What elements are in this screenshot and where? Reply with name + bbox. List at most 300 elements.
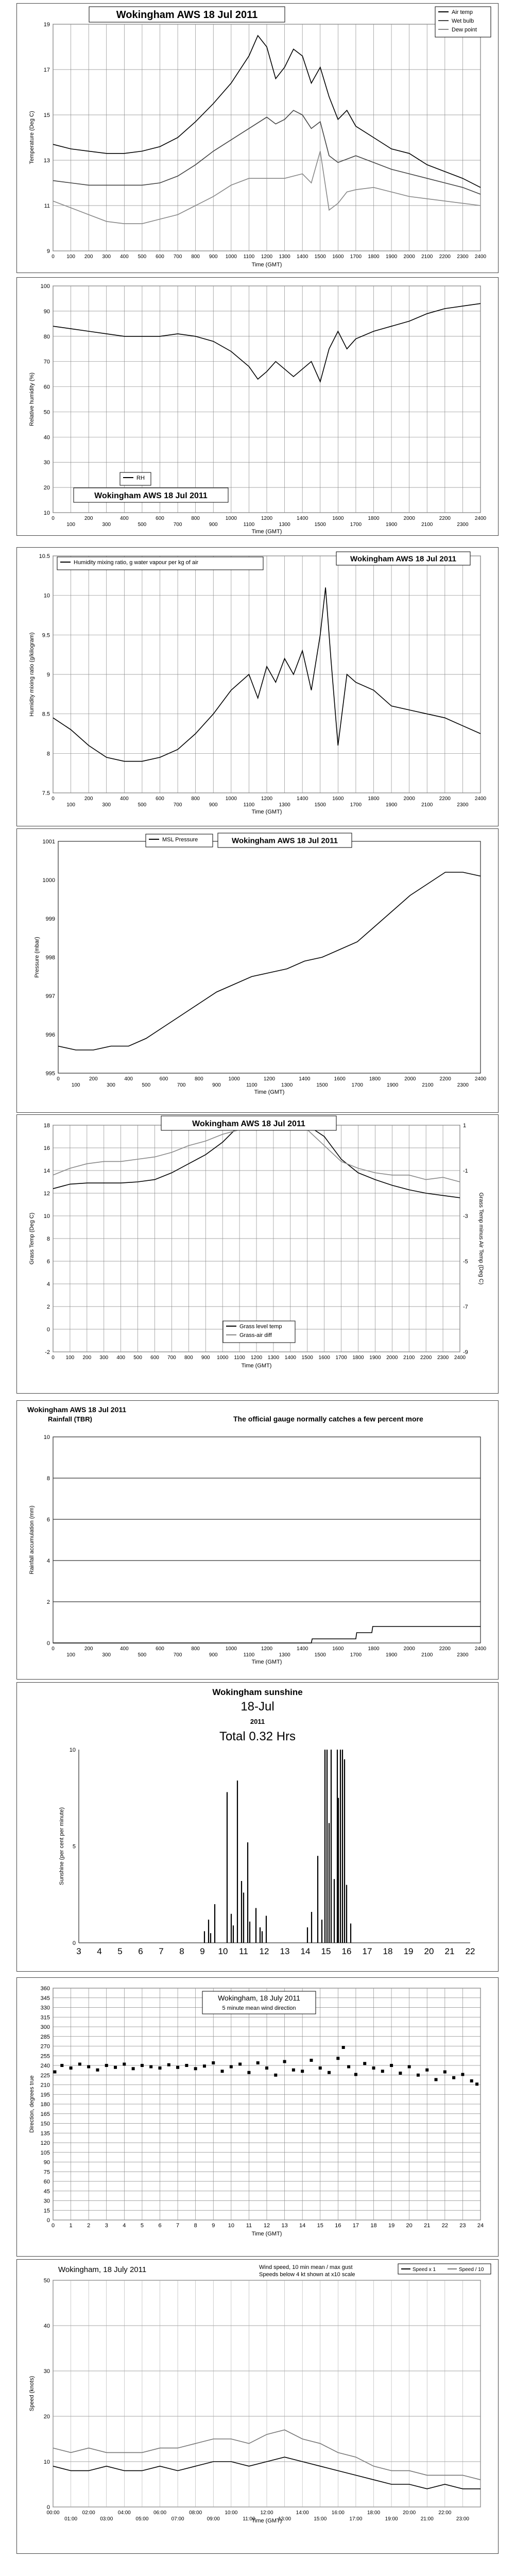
direction-point <box>141 2064 144 2067</box>
x-tick-label: 1900 <box>385 1652 398 1658</box>
x-axis-label: Time (GMT) <box>251 262 282 268</box>
x-tick-label: 1100 <box>243 522 255 528</box>
y-tick-label: 50 <box>43 2278 50 2284</box>
direction-point <box>114 2066 117 2069</box>
y-tick-label: 45 <box>43 2188 50 2195</box>
x-tick-label: 300 <box>102 802 111 808</box>
x-tick-label: 1000 <box>225 254 237 260</box>
x-tick-label: 1800 <box>352 1355 364 1361</box>
x-tick-label: 1400 <box>297 796 308 802</box>
y-tick-label: 997 <box>45 993 55 999</box>
x-tick-label: 0 <box>51 2223 55 2229</box>
x-tick-label: 2000 <box>386 1355 398 1361</box>
y-tick-label: 996 <box>45 1032 55 1038</box>
y-tick-label: 8.5 <box>42 711 50 718</box>
x-axis-label: Time (GMT) <box>251 1659 282 1665</box>
direction-point <box>53 2071 56 2074</box>
y-tick-label: 0 <box>46 2504 50 2511</box>
direction-point <box>381 2070 384 2073</box>
x-tick-label: 2200 <box>439 1076 451 1082</box>
direction-point <box>372 2066 375 2070</box>
direction-point <box>78 2063 81 2066</box>
y-axis-label: Humidity mixing ratio (g/kilogram) <box>29 632 35 717</box>
y-tick-label: 330 <box>40 2005 50 2011</box>
x-tick-label: 100 <box>66 802 75 808</box>
x-tick-label: 7 <box>159 1946 164 1956</box>
x-tick-label: 1300 <box>279 522 290 528</box>
y-axis-label: Rainfall accumulation (mm) <box>29 1505 35 1574</box>
x-tick-label: 13 <box>281 2223 288 2229</box>
y-tick-label: 11 <box>44 203 50 209</box>
x-tick-label: 1300 <box>281 1082 293 1088</box>
x-tick-label: 3 <box>105 2223 108 2229</box>
x-tick-label: 100 <box>66 254 75 260</box>
x-tick-label: 5 <box>140 2223 144 2229</box>
legend-entry: Humidity mixing ratio, g water vapour per kg of air <box>74 560 199 566</box>
temperature-chart <box>17 4 498 273</box>
direction-point <box>390 2064 393 2067</box>
x-tick-label: 1100 <box>243 1652 255 1658</box>
x-tick-label: 00:00 <box>46 2510 60 2516</box>
y-axis-label: Relative humidity (%) <box>29 372 35 426</box>
y-tick-label: -2 <box>45 1349 50 1355</box>
x-tick-label: 18 <box>383 1946 393 1956</box>
y-tick-label: 180 <box>40 2102 50 2108</box>
x-tick-label: 6 <box>138 1946 143 1956</box>
grass-temp-chart <box>17 1115 498 1393</box>
y-tick-label: 17 <box>43 67 50 73</box>
y-tick-label: 240 <box>40 2063 50 2069</box>
x-tick-label: 1700 <box>350 1652 362 1658</box>
x-tick-label: 23 <box>459 2223 466 2229</box>
x-tick-label: 06:00 <box>153 2510 167 2516</box>
x-tick-label: 1700 <box>350 522 362 528</box>
y-tick-label: 4 <box>46 1281 50 1287</box>
chart-date: 18-Jul <box>241 1700 274 1714</box>
x-tick-label: 400 <box>116 1355 126 1361</box>
x-axis-label: Time (GMT) <box>251 2518 282 2524</box>
x-tick-label: 900 <box>209 254 218 260</box>
direction-point <box>399 2072 402 2075</box>
chart-annotation: The official gauge normally catches a few percent more <box>233 1415 423 1423</box>
y-tick-label: 285 <box>40 2033 50 2040</box>
x-tick-label: 04:00 <box>117 2510 131 2516</box>
x-tick-label: 2100 <box>422 1082 434 1088</box>
legend-entry: Wet bulb <box>452 18 474 24</box>
x-tick-label: 02:00 <box>82 2510 95 2516</box>
x-tick-label: 900 <box>209 802 218 808</box>
y-tick-label: 225 <box>40 2072 50 2079</box>
x-tick-label: 100 <box>71 1082 80 1088</box>
x-tick-label: 2300 <box>457 802 469 808</box>
x-tick-label: 13 <box>280 1946 290 1956</box>
x-tick-label: 600 <box>159 1076 168 1082</box>
direction-point <box>132 2067 135 2070</box>
x-tick-label: 1100 <box>234 1355 245 1361</box>
x-tick-label: 2100 <box>403 1355 415 1361</box>
x-tick-label: 17:00 <box>349 2516 363 2522</box>
x-tick-label: 2300 <box>437 1355 449 1361</box>
x-tick-label: 2000 <box>403 1646 415 1652</box>
y-tick-label: 30 <box>43 460 50 466</box>
x-tick-label: 1300 <box>279 1652 290 1658</box>
x-tick-label: 20 <box>424 1946 434 1956</box>
x-tick-label: 1600 <box>318 1355 330 1361</box>
y-axis-label: Sunshine (per cent per minute) <box>59 1807 65 1886</box>
y-tick-label: 255 <box>40 2053 50 2060</box>
direction-point <box>194 2067 197 2070</box>
x-tick-label: 05:00 <box>135 2516 149 2522</box>
y-tick-label: 20 <box>43 485 50 492</box>
x-tick-label: 21 <box>444 1946 455 1956</box>
x-tick-label: 11:00 <box>243 2516 255 2522</box>
direction-point <box>310 2059 313 2062</box>
x-tick-label: 300 <box>99 1355 109 1361</box>
x-tick-label: 900 <box>201 1355 210 1361</box>
y-tick-label: 50 <box>43 409 50 416</box>
direction-point <box>70 2066 73 2070</box>
x-tick-label: 300 <box>102 254 111 260</box>
direction-point <box>123 2063 126 2066</box>
x-tick-label: 2400 <box>474 516 487 521</box>
y-tick-label: 20 <box>43 2414 50 2420</box>
chart-title: Wokingham AWS 18 Jul 2011 <box>94 491 208 500</box>
x-tick-label: 1800 <box>369 1076 381 1082</box>
y-tick-label: 10 <box>43 592 50 599</box>
y-tick-label: 18 <box>43 1123 50 1129</box>
x-tick-label: 300 <box>102 522 111 528</box>
x-tick-label: 1900 <box>385 254 398 260</box>
direction-point <box>212 2061 215 2064</box>
y-axis-label: Pressure (mbar) <box>34 937 40 978</box>
x-tick-label: 1000 <box>225 1646 237 1652</box>
x-tick-label: 10:00 <box>225 2510 238 2516</box>
wind-direction-chart <box>17 1978 498 2256</box>
x-tick-label: 800 <box>191 796 200 802</box>
x-tick-label: 100 <box>66 1652 75 1658</box>
x-tick-label: 1400 <box>297 516 308 521</box>
x-tick-label: 800 <box>191 516 200 521</box>
y-tick-label: 19 <box>43 22 50 28</box>
x-tick-label: 2400 <box>474 1076 487 1082</box>
x-tick-label: 2200 <box>439 796 451 802</box>
pressure-chart-panel <box>16 828 499 1113</box>
y-tick-label: 100 <box>40 283 50 290</box>
chart-title: Wokingham, 18 July 2011 <box>58 2265 147 2274</box>
x-tick-label: 2000 <box>403 254 415 260</box>
x-tick-label: 400 <box>119 1646 129 1652</box>
x-tick-label: 2100 <box>421 522 433 528</box>
x-tick-label: 1600 <box>332 516 344 521</box>
y-tick-label: 210 <box>40 2082 50 2089</box>
y-tick-label: 10 <box>43 1434 50 1440</box>
x-tick-label: 2200 <box>420 1355 432 1361</box>
x-tick-label: 0 <box>52 1355 55 1361</box>
y-tick-label: 80 <box>43 333 50 340</box>
y-tick-label: 8 <box>46 1476 50 1482</box>
direction-point <box>336 2057 339 2060</box>
x-tick-label: 1300 <box>267 1355 280 1361</box>
humidity-chart <box>17 278 498 535</box>
x-tick-label: 12 <box>263 2223 270 2229</box>
x-tick-label: 900 <box>212 1082 221 1088</box>
y-tick-label: 345 <box>40 1995 50 2002</box>
x-tick-label: 2200 <box>439 254 451 260</box>
x-tick-label: 22 <box>465 1946 475 1956</box>
x-tick-label: 23:00 <box>456 2516 469 2522</box>
y-tick-label: 10 <box>43 2459 50 2465</box>
x-tick-label: 1500 <box>314 254 326 260</box>
x-tick-label: 500 <box>138 1652 147 1658</box>
x-tick-label: 1100 <box>243 802 255 808</box>
x-tick-label: 500 <box>138 802 147 808</box>
y-tick-label: 75 <box>43 2169 50 2176</box>
legend-entry: RH <box>136 475 145 481</box>
y-tick-label: 30 <box>43 2368 50 2375</box>
x-tick-label: 300 <box>107 1082 115 1088</box>
y-tick-label: 9 <box>46 248 50 255</box>
x-tick-label: 2400 <box>474 796 487 802</box>
sunshine-chart-panel <box>16 1682 499 1972</box>
x-tick-label: 1300 <box>279 254 290 260</box>
x-tick-label: 1900 <box>387 1082 399 1088</box>
x-tick-label: 700 <box>173 254 182 260</box>
x-tick-label: 1700 <box>335 1355 347 1361</box>
y-tick-label: 90 <box>43 308 50 315</box>
direction-point <box>328 2071 331 2074</box>
x-tick-label: 15 <box>321 1946 331 1956</box>
y-tick-label: 135 <box>40 2130 50 2137</box>
direction-point <box>265 2066 268 2070</box>
x-tick-label: 22:00 <box>438 2510 452 2516</box>
x-tick-label: 2300 <box>457 1652 469 1658</box>
x-tick-label: 03:00 <box>100 2516 113 2522</box>
y-right-tick-label: -1 <box>463 1168 468 1174</box>
temperature-chart-panel <box>16 3 499 273</box>
x-tick-label: 300 <box>102 1652 111 1658</box>
y-right-tick-label: 1 <box>463 1123 467 1129</box>
direction-point <box>301 2070 304 2073</box>
y-tick-label: 60 <box>43 384 50 391</box>
y-tick-label: 6 <box>46 1517 50 1523</box>
x-tick-label: 600 <box>156 1646 164 1652</box>
x-tick-label: 1400 <box>297 1646 308 1652</box>
x-tick-label: 1600 <box>332 1646 344 1652</box>
wind-speed-chart <box>17 2260 498 2553</box>
y-tick-label: 70 <box>43 359 50 365</box>
y-tick-label: 0 <box>72 1940 76 1946</box>
x-tick-label: 4 <box>123 2223 126 2229</box>
direction-point <box>435 2078 438 2081</box>
x-tick-label: 1800 <box>368 796 380 802</box>
x-tick-label: 10 <box>228 2223 234 2229</box>
y-tick-label: 60 <box>43 2179 50 2185</box>
y-tick-label: 10 <box>43 510 50 516</box>
y-tick-label: 120 <box>40 2140 50 2146</box>
legend-entry: Speed x 1 <box>413 2267 436 2273</box>
y-tick-label: 12 <box>43 1191 50 1197</box>
chart-title: Wokingham AWS 18 Jul 2011 <box>192 1119 305 1128</box>
x-tick-label: 15:00 <box>314 2516 327 2522</box>
x-tick-label: 6 <box>158 2223 162 2229</box>
x-tick-label: 1000 <box>217 1355 229 1361</box>
x-tick-label: 1400 <box>297 254 308 260</box>
x-tick-label: 20 <box>406 2223 413 2229</box>
chart-year: 2011 <box>250 1718 265 1725</box>
x-tick-label: 700 <box>177 1082 186 1088</box>
x-tick-label: 600 <box>156 254 164 260</box>
x-tick-label: 1200 <box>261 796 273 802</box>
x-tick-label: 400 <box>124 1076 133 1082</box>
x-tick-label: 1700 <box>351 1082 363 1088</box>
direction-point <box>443 2071 447 2074</box>
chart-total: Total 0.32 Hrs <box>219 1730 296 1743</box>
y-tick-label: 9 <box>46 672 50 678</box>
x-tick-label: 1500 <box>314 802 326 808</box>
x-axis-label: Time (GMT) <box>254 1089 285 1095</box>
x-tick-label: 1200 <box>261 1646 273 1652</box>
x-tick-label: 16:00 <box>331 2510 345 2516</box>
x-tick-label: 700 <box>167 1355 176 1361</box>
x-tick-label: 1400 <box>299 1076 311 1082</box>
x-tick-label: 2000 <box>403 516 415 521</box>
legend-entry: MSL Pressure <box>162 837 198 843</box>
chart-subtitle-2: Speeds below 4 kt shown at x10 scale <box>259 2272 355 2278</box>
x-tick-label: 12 <box>259 1946 269 1956</box>
x-tick-label: 1600 <box>332 796 344 802</box>
y-tick-label: 14 <box>43 1168 50 1174</box>
y-tick-label: 1001 <box>42 839 55 845</box>
x-tick-label: 21 <box>424 2223 431 2229</box>
y-tick-label: 195 <box>40 2092 50 2098</box>
y-tick-label: 0 <box>46 2217 50 2224</box>
grass-temp-chart-panel <box>16 1114 499 1394</box>
x-tick-label: 0 <box>52 254 55 260</box>
x-tick-label: 3 <box>76 1946 81 1956</box>
direction-point <box>354 2073 357 2076</box>
x-tick-label: 10 <box>218 1946 228 1956</box>
x-tick-label: 22 <box>441 2223 448 2229</box>
y-tick-label: 1000 <box>42 877 55 884</box>
y-tick-label: 40 <box>43 434 50 441</box>
x-tick-label: 1900 <box>385 522 398 528</box>
x-tick-label: 1300 <box>279 802 290 808</box>
direction-point <box>425 2069 428 2072</box>
direction-point <box>176 2066 179 2069</box>
x-axis-label: Time (GMT) <box>251 2231 282 2237</box>
x-tick-label: 1100 <box>246 1082 258 1088</box>
legend-box <box>120 472 151 485</box>
direction-point <box>60 2064 63 2067</box>
y-tick-label: 105 <box>40 2149 50 2156</box>
x-tick-label: 2300 <box>457 1082 469 1088</box>
x-tick-label: 1200 <box>261 254 273 260</box>
x-tick-label: 16 <box>341 1946 352 1956</box>
x-tick-label: 200 <box>84 796 93 802</box>
direction-point <box>247 2071 250 2074</box>
x-tick-label: 19 <box>403 1946 414 1956</box>
y-tick-label: 5 <box>72 1843 76 1850</box>
y-axis-label: Speed (knots) <box>29 2376 35 2412</box>
y-axis-label: Temperature (Deg C) <box>29 111 35 164</box>
x-tick-label: 16 <box>335 2223 341 2229</box>
direction-point <box>230 2065 233 2069</box>
x-tick-label: 1000 <box>225 516 237 521</box>
x-tick-label: 08:00 <box>189 2510 202 2516</box>
plot-area <box>58 841 480 1073</box>
x-tick-label: 24 <box>477 2223 484 2229</box>
y-tick-label: 360 <box>40 1986 50 1992</box>
y-tick-label: 315 <box>40 2014 50 2021</box>
direction-point <box>159 2066 162 2070</box>
y-tick-label: 999 <box>45 916 55 922</box>
x-tick-label: 1800 <box>368 254 380 260</box>
chart-title: Wokingham AWS 18 Jul 2011 <box>232 836 338 845</box>
x-tick-label: 0 <box>57 1076 60 1082</box>
x-axis-label: Time (GMT) <box>251 529 282 535</box>
x-tick-label: 700 <box>173 1652 182 1658</box>
y-tick-label: 150 <box>40 2121 50 2127</box>
legend-entry: Air temp <box>452 9 473 15</box>
x-tick-label: 500 <box>142 1082 151 1088</box>
legend-entry: Speed / 10 <box>459 2267 484 2273</box>
y-tick-label: 15 <box>43 2208 50 2214</box>
y-right-tick-label: -9 <box>463 1349 468 1355</box>
plot-area <box>53 1437 480 1643</box>
wind-speed-chart-panel <box>16 2259 499 2554</box>
x-tick-label: 9 <box>212 2223 215 2229</box>
x-tick-label: 700 <box>173 522 182 528</box>
legend-entry: Dew point <box>452 27 477 33</box>
y-tick-label: 300 <box>40 2024 50 2030</box>
direction-point <box>461 2073 464 2076</box>
wind-direction-chart-panel <box>16 1977 499 2257</box>
x-tick-label: 14 <box>300 1946 311 1956</box>
direction-point <box>417 2074 420 2077</box>
chart-subtitle: 5 minute mean wind direction <box>222 2005 296 2011</box>
x-tick-label: 1900 <box>385 802 398 808</box>
x-tick-label: 200 <box>89 1076 98 1082</box>
x-tick-label: 17 <box>362 1946 372 1956</box>
direction-point <box>238 2063 242 2066</box>
direction-point <box>283 2060 286 2063</box>
direction-point <box>185 2064 188 2067</box>
x-tick-label: 2 <box>87 2223 91 2229</box>
x-tick-label: 2300 <box>457 522 469 528</box>
x-tick-label: 1400 <box>284 1355 296 1361</box>
x-tick-label: 12:00 <box>260 2510 273 2516</box>
x-tick-label: 2400 <box>454 1355 466 1361</box>
x-tick-label: 800 <box>184 1355 193 1361</box>
x-tick-label: 19:00 <box>385 2516 398 2522</box>
x-tick-label: 600 <box>156 516 164 521</box>
direction-point <box>256 2061 260 2064</box>
direction-point <box>167 2063 170 2066</box>
direction-point <box>347 2065 350 2069</box>
y-tick-label: 10 <box>43 1213 50 1219</box>
x-tick-label: 7 <box>176 2223 180 2229</box>
x-tick-label: 1000 <box>228 1076 240 1082</box>
x-tick-label: 200 <box>84 516 93 521</box>
x-tick-label: 21:00 <box>420 2516 434 2522</box>
y-right-tick-label: -5 <box>463 1259 468 1265</box>
y-tick-label: 0 <box>46 1327 50 1333</box>
x-tick-label: 15 <box>317 2223 323 2229</box>
x-tick-label: 1700 <box>350 802 362 808</box>
x-tick-label: 900 <box>209 1652 218 1658</box>
x-tick-label: 0 <box>52 1646 55 1652</box>
y-tick-label: 998 <box>45 955 55 961</box>
